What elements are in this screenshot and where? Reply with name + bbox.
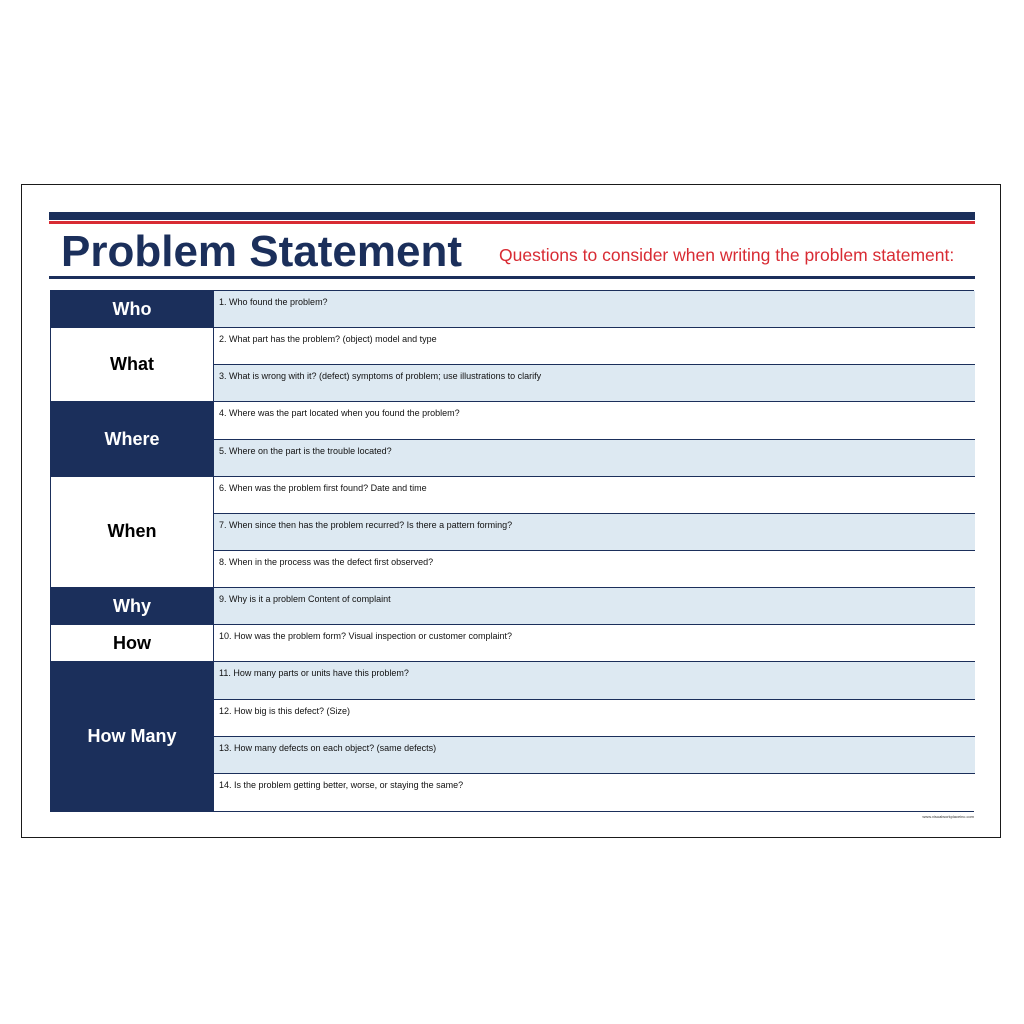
question-row: 9. Why is it a problem Content of complaint — [214, 588, 975, 625]
category-what: What — [51, 328, 214, 402]
category-why: Why — [51, 588, 214, 625]
question-row: 5. Where on the part is the trouble located? — [214, 440, 975, 477]
category-who: Who — [51, 291, 214, 328]
questions-table — [50, 290, 974, 812]
page-title: Problem Statement — [61, 227, 462, 276]
category-where: Where — [51, 402, 214, 476]
question-row: 8. When in the process was the defect first observed? — [214, 551, 975, 588]
question-row: 7. When since then has the problem recurred? Is there a pattern forming? — [214, 514, 975, 551]
question-row: 1. Who found the problem? — [214, 291, 975, 328]
question-row: 11. How many parts or units have this problem? — [214, 662, 975, 699]
question-row: 12. How big is this defect? (Size) — [214, 700, 975, 737]
category-how: How — [51, 625, 214, 662]
question-row: 10. How was the problem form? Visual inspection or customer complaint? — [214, 625, 975, 662]
category-when: When — [51, 477, 214, 588]
question-row: 6. When was the problem first found? Date and time — [214, 477, 975, 514]
title-underline — [49, 276, 975, 279]
question-row: 4. Where was the part located when you found the problem? — [214, 402, 975, 439]
question-row: 3. What is wrong with it? (defect) symptoms of problem; use illustrations to clarify — [214, 365, 975, 402]
question-row: 13. How many defects on each object? (same defects) — [214, 737, 975, 774]
question-row: 2. What part has the problem? (object) model and type — [214, 328, 975, 365]
question-row: 14. Is the problem getting better, worse, or staying the same? — [214, 774, 975, 811]
top-red-stripe — [49, 221, 975, 224]
problem-statement-board — [21, 184, 1001, 838]
page-subtitle: Questions to consider when writing the problem statement: — [499, 245, 955, 265]
footer-website: www.visualworkplaceinc.com — [922, 814, 974, 819]
category-how-many: How Many — [51, 662, 214, 811]
top-navy-stripe — [49, 212, 975, 220]
